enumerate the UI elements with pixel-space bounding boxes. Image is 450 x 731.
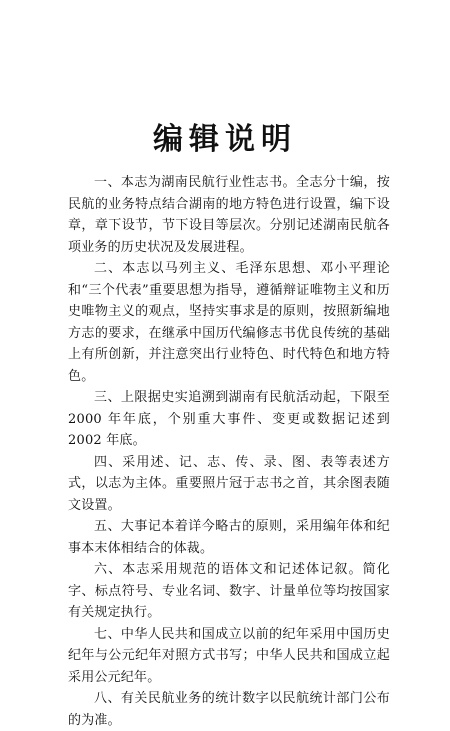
paragraph-7: 七、中华人民共和国成立以前的纪年采用中国历史纪年与公元纪年对照方式书写；中华人民共和国成立起采用公元纪年。 (68, 626, 390, 685)
paragraph-6: 六、本志采用规范的语体文和记述体记叙。简化字、标点符号、专业名词、数字、计量单位等均按国家有关规定执行。 (68, 562, 390, 620)
paragraph-1: 一、本志为湖南民航行业性志书。全志分十编，按民航的业务特点结合湖南的地方特色进行设置，编下设章，章下设节，节下设目等层次。分别记述湖南民航各项业务的历史状况及发展进程。 (68, 175, 390, 255)
paragraph-2: 二、本志以马列主义、毛泽东思想、邓小平理论和“三个代表”重要思想为指导，遵循辩证唯物主义和历史唯物主义的观点，坚持实事求是的原则，按照新编地方志的要求，在继承中国历代编修志书优良传统的基础上有所创新，并注意突出行业特色、时代特色和地方特色。 (68, 261, 390, 384)
paragraph-4: 四、采用述、记、志、传、录、图、表等表述方式，以志为主体。重要照片冠于志书之首，其余图表随文设置。 (68, 454, 390, 513)
document-body (68, 172, 390, 731)
paragraph-5: 五、大事记本着详今略古的原则，采用编年体和纪事本末体相结合的体裁。 (68, 519, 390, 556)
paragraph-3: 三、上限据史实追溯到湖南有民航活动起，下限至 2000 年年底，个别重大事件、变更或数据记述到 2002 年底。 (68, 390, 390, 448)
page-title: 编辑说明 (153, 122, 297, 157)
paragraph-8: 八、有关民航业务的统计数字以民航统计部门公布的为准。 (68, 691, 390, 728)
